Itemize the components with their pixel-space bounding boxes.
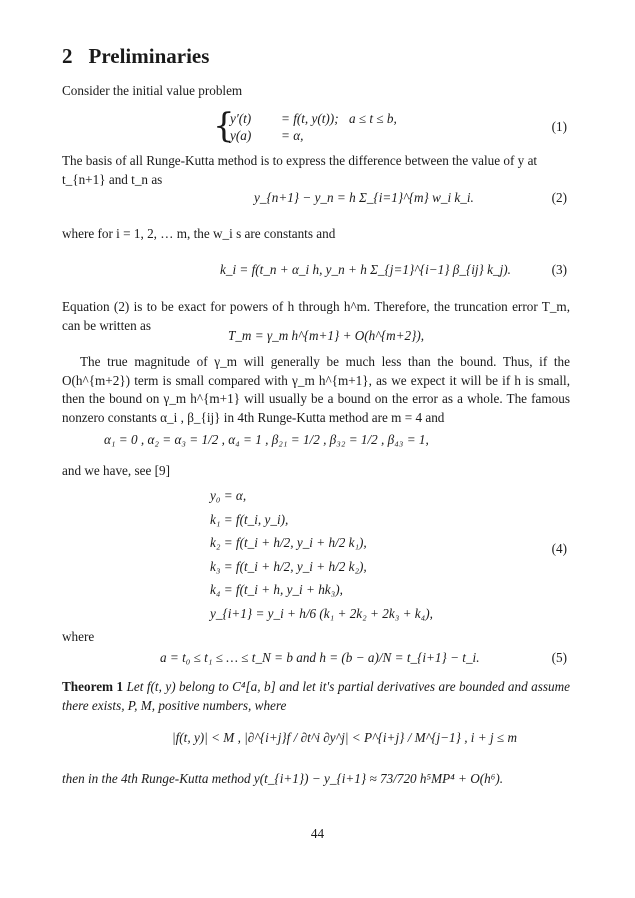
page-number: 44 (310, 826, 325, 841)
section-heading (62, 44, 209, 69)
equation-2: y_{n+1} − y_n = h Σ_{i=1}^{m} w_i k_i. (254, 190, 474, 205)
theorem-label: Theorem 1 (62, 679, 124, 694)
theorem-text: Let f(t, y) belong to C⁴[a, b] and let it's partial derivatives are bounded and assume there exists, P, M, positive numbers, where (62, 679, 571, 713)
eq1-row2-lhs: y(a) (230, 128, 252, 143)
eq3-number: (3) (551, 262, 567, 277)
equation-tm: T_m = γ_m h^{m+1} + O(h^{m+2}), (228, 328, 425, 343)
section-title: Preliminaries (88, 44, 210, 68)
eq4-line: k₂ = f(t_i + h/2, y_i + h/2 k₁), (210, 535, 367, 550)
para-basis (62, 152, 570, 189)
para-where: where for i = 1, 2, … m, the w_i s are constants and (62, 226, 336, 241)
eq4-line: k₄ = f(t_i + h, y_i + hk₃), (210, 582, 343, 597)
para-basis-line1: The basis of all Runge-Kutta method is to express the difference between the value of y at (62, 153, 538, 168)
equation-3: k_i = f(t_n + α_i h, y_n + h Σ_{j=1}^{i−1} β_{ij} k_j). (220, 262, 511, 277)
eq4-line: k₁ = f(t_i, y_i), (210, 511, 289, 527)
eq4-number: (4) (551, 541, 567, 556)
para-where-2: where (62, 629, 95, 644)
eq4-lines (210, 484, 433, 625)
theorem-conclusion: then in the 4th Runge-Kutta method y(t_{i+1}) − y_{i+1} ≈ 73/720 h⁵MP⁴ + O(h⁶). (62, 771, 504, 786)
eq2-number: (2) (551, 190, 567, 205)
eq1-row1-cond: a ≤ t ≤ b, (349, 111, 397, 126)
para-true-magnitude: The true magnitude of γ_m will generally be much less than the bound. Thus, if the O(h^{m+2}) term is small compared with γ_m h^{m+1}, as we expect it will be if h is small, then the bound on γ_m h^{m+1} will usually be a bound on the error as a whole. The famous nonzero constants α_i , β_{ij} in 4th Runge-Kutta method are m = 4 and (62, 354, 570, 425)
eq1-row1-rhs: = f(t, y(t)); (281, 111, 339, 126)
para-basis-line2: t_{n+1} and t_n as (62, 171, 163, 187)
eq1-row1-lhs: y′(t) (230, 111, 252, 126)
equation-constants: α₁ = 0 , α₂ = α₃ = 1/2 , α₄ = 1 , β₂₁ = 1/2 , β₃₂ = 1/2 , β₄₃ = 1, (104, 432, 429, 447)
eq4-line: y_{i+1} = y_i + h/6 (k₁ + 2k₂ + 2k₃ + k₄), (210, 605, 433, 621)
eq1-number: (1) (551, 119, 567, 134)
para-equation-2: Equation (2) is to be exact for powers of h through h^m. Therefore, the truncation error T_m, can be written as (62, 299, 570, 333)
eq5-number: (5) (551, 650, 567, 665)
eq1-row2-rhs: = α, (281, 128, 304, 143)
eq4-line: k₃ = f(t_i + h/2, y_i + h/2 k₂), (210, 558, 367, 574)
para-intro: Consider the initial value problem (62, 83, 243, 98)
equation-theorem: |f(t, y)| < M , |∂^{i+j}f / ∂t^i ∂y^j| < P^{i+j} / M^{j−1} , i + j ≤ m (172, 730, 517, 745)
equation-5: a = t₀ ≤ t₁ ≤ … ≤ t_N = b and h = (b − a)/N = t_{i+1} − t_i. (160, 650, 480, 665)
left-brace-icon: { (213, 106, 235, 146)
theorem (62, 678, 570, 715)
eq4-line: y₀ = α, (210, 488, 247, 503)
section-number: 2 (62, 44, 73, 68)
para-have: and we have, see [9] (62, 463, 171, 478)
